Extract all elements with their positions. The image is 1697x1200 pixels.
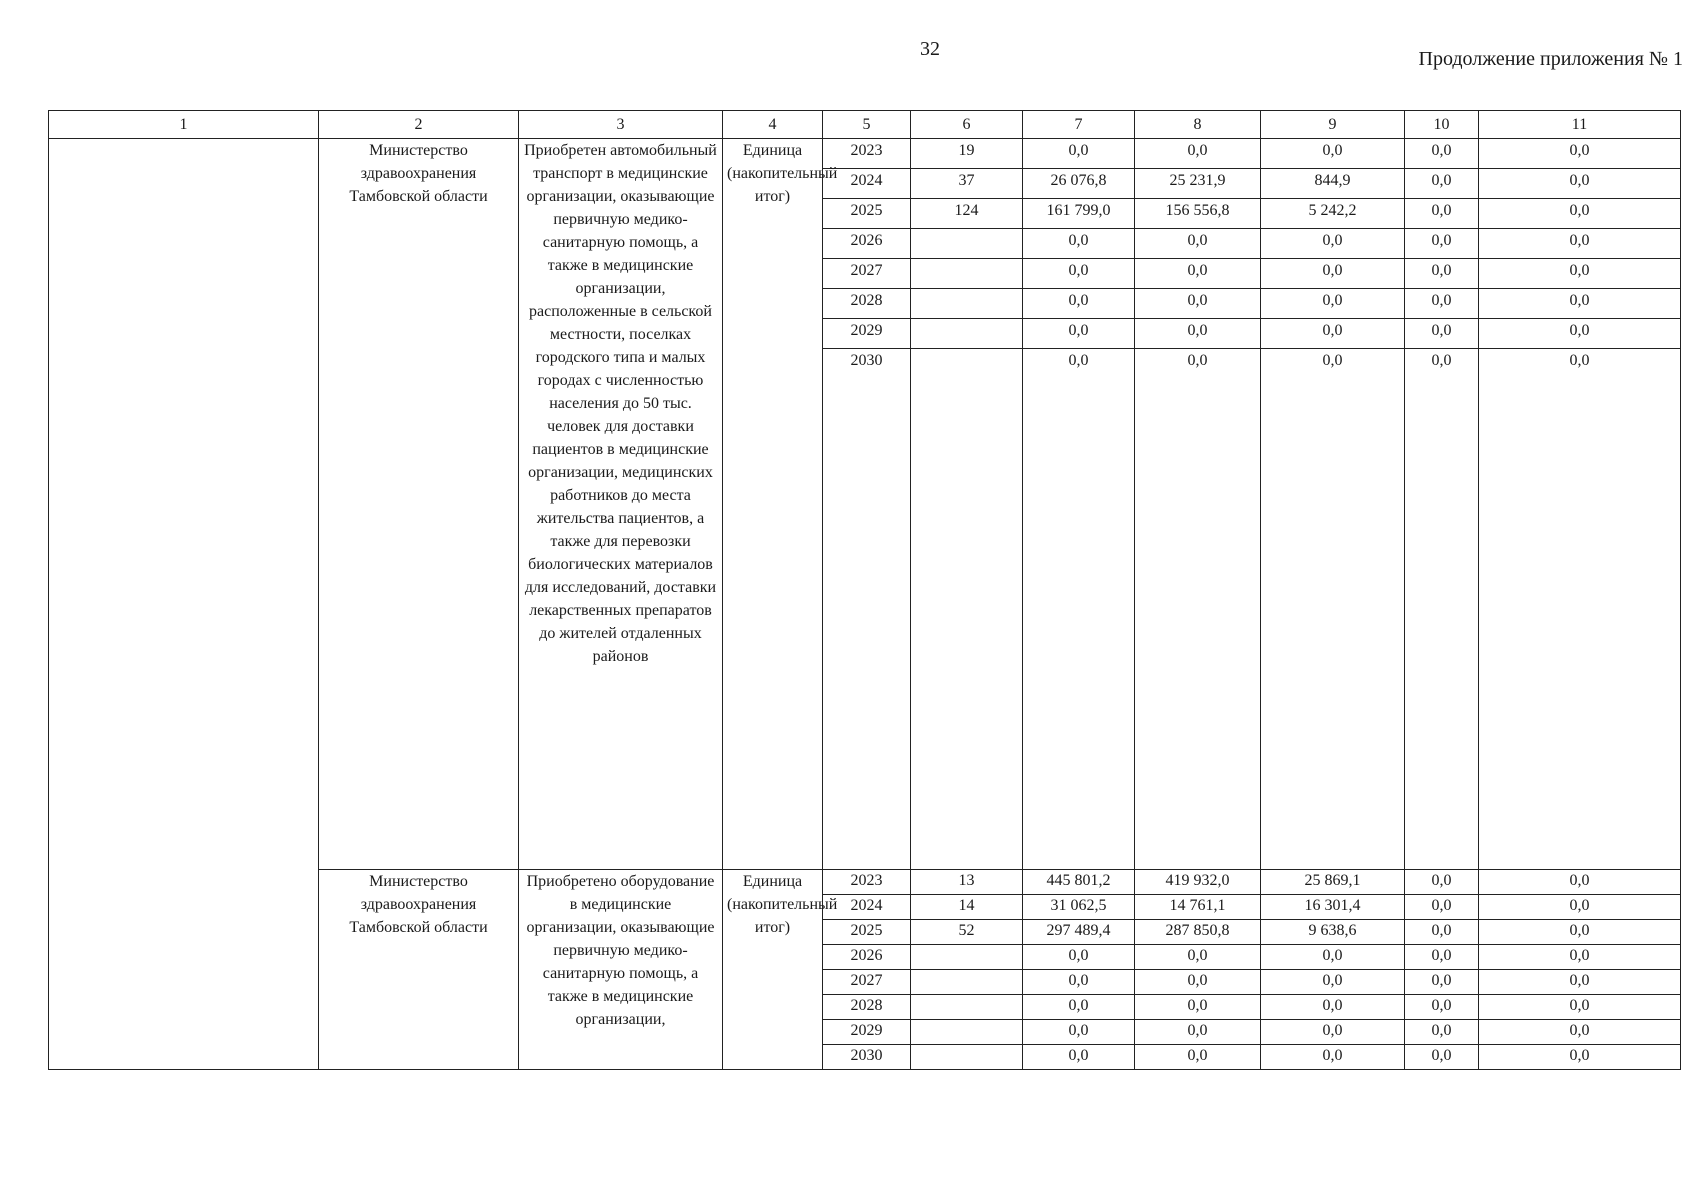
value-cell: 0,0 xyxy=(1479,1045,1681,1070)
value-cell: 26 076,8 xyxy=(1023,169,1135,199)
column-number-row xyxy=(49,111,1681,139)
value-cell: 0,0 xyxy=(1135,289,1261,319)
value-cell: 16 301,4 xyxy=(1261,895,1405,920)
result-description: Приобретен автомобильный транспорт в медицинские организации, оказывающие первичную медико-санитарную помощь, а также в медицинские организации, расположенные в сельской местности, поселках городского типа и малых городах с численностью населения до 50 тыс. человек для доставки пациентов в медицинские организации, медицинских работников до места жительства пациентов, а также для перевозки биологических материалов для исследований, доставки лекарственных препаратов до жителей отдаленных районов xyxy=(519,139,723,870)
value-cell: 0,0 xyxy=(1405,920,1479,945)
year-cell: 2029 xyxy=(823,319,911,349)
value-cell xyxy=(911,1020,1023,1045)
value-cell: 0,0 xyxy=(1405,229,1479,259)
column-header: 11 xyxy=(1479,111,1681,139)
value-cell: 297 489,4 xyxy=(1023,920,1135,945)
year-cell: 2027 xyxy=(823,970,911,995)
value-cell: 0,0 xyxy=(1261,289,1405,319)
value-cell: 0,0 xyxy=(1479,920,1681,945)
unit-of-measure: Единица (накопительный итог) xyxy=(723,870,823,1070)
value-cell: 0,0 xyxy=(1405,169,1479,199)
unit-of-measure: Единица (накопительный итог) xyxy=(723,139,823,870)
value-cell: 0,0 xyxy=(1261,349,1405,870)
value-cell: 5 242,2 xyxy=(1261,199,1405,229)
value-cell: 0,0 xyxy=(1479,895,1681,920)
year-cell: 2030 xyxy=(823,1045,911,1070)
column-header: 8 xyxy=(1135,111,1261,139)
value-cell: 0,0 xyxy=(1261,259,1405,289)
column-header: 7 xyxy=(1023,111,1135,139)
value-cell xyxy=(911,289,1023,319)
appendix-continuation-note: Продолжение приложения № 1 xyxy=(1418,48,1683,70)
year-cell: 2025 xyxy=(823,199,911,229)
value-cell xyxy=(911,229,1023,259)
column-header: 9 xyxy=(1261,111,1405,139)
value-cell: 0,0 xyxy=(1261,995,1405,1020)
value-cell: 0,0 xyxy=(1261,945,1405,970)
value-cell: 0,0 xyxy=(1135,139,1261,169)
value-cell: 0,0 xyxy=(1135,1020,1261,1045)
value-cell: 0,0 xyxy=(1261,229,1405,259)
value-cell: 0,0 xyxy=(1135,259,1261,289)
value-cell: 0,0 xyxy=(1405,970,1479,995)
column-header: 10 xyxy=(1405,111,1479,139)
value-cell xyxy=(911,995,1023,1020)
value-cell: 156 556,8 xyxy=(1135,199,1261,229)
value-cell: 0,0 xyxy=(1023,995,1135,1020)
value-cell: 0,0 xyxy=(1405,289,1479,319)
responsible-org: Министерство здравоохранения Тамбовской области xyxy=(319,870,519,1070)
value-cell: 0,0 xyxy=(1023,1020,1135,1045)
value-cell: 0,0 xyxy=(1023,319,1135,349)
value-cell xyxy=(911,319,1023,349)
value-cell: 9 638,6 xyxy=(1261,920,1405,945)
value-cell: 0,0 xyxy=(1023,349,1135,870)
value-cell: 0,0 xyxy=(1023,139,1135,169)
value-cell xyxy=(911,259,1023,289)
value-cell: 25 231,9 xyxy=(1135,169,1261,199)
value-cell: 0,0 xyxy=(1023,970,1135,995)
value-cell: 0,0 xyxy=(1135,970,1261,995)
table-row xyxy=(49,139,1681,169)
value-cell: 0,0 xyxy=(1479,870,1681,895)
value-cell: 0,0 xyxy=(1479,259,1681,289)
value-cell: 0,0 xyxy=(1405,870,1479,895)
value-cell: 0,0 xyxy=(1479,229,1681,259)
value-cell: 161 799,0 xyxy=(1023,199,1135,229)
value-cell: 14 761,1 xyxy=(1135,895,1261,920)
value-cell: 52 xyxy=(911,920,1023,945)
value-cell: 0,0 xyxy=(1023,229,1135,259)
value-cell: 287 850,8 xyxy=(1135,920,1261,945)
value-cell: 0,0 xyxy=(1261,139,1405,169)
year-cell: 2023 xyxy=(823,139,911,169)
value-cell: 0,0 xyxy=(1479,139,1681,169)
value-cell: 445 801,2 xyxy=(1023,870,1135,895)
value-cell: 0,0 xyxy=(1479,289,1681,319)
value-cell xyxy=(911,945,1023,970)
year-cell: 2026 xyxy=(823,229,911,259)
year-cell: 2028 xyxy=(823,995,911,1020)
value-cell xyxy=(911,970,1023,995)
value-cell xyxy=(911,349,1023,870)
value-cell: 0,0 xyxy=(1261,1045,1405,1070)
responsible-org: Министерство здравоохранения Тамбовской области xyxy=(319,139,519,870)
column-header: 5 xyxy=(823,111,911,139)
value-cell: 13 xyxy=(911,870,1023,895)
value-cell: 0,0 xyxy=(1023,259,1135,289)
value-cell: 0,0 xyxy=(1479,319,1681,349)
result-description: Приобретено оборудование в медицинские организации, оказывающие первичную медико-санитарную помощь, а также в медицинские организации, xyxy=(519,870,723,1070)
value-cell: 0,0 xyxy=(1405,1020,1479,1045)
indicators-table xyxy=(48,110,1681,1070)
value-cell: 844,9 xyxy=(1261,169,1405,199)
value-cell: 0,0 xyxy=(1135,229,1261,259)
page-number: 32 xyxy=(920,38,940,60)
value-cell: 0,0 xyxy=(1479,945,1681,970)
value-cell: 0,0 xyxy=(1479,1020,1681,1045)
value-cell: 0,0 xyxy=(1405,319,1479,349)
value-cell: 419 932,0 xyxy=(1135,870,1261,895)
column-header: 2 xyxy=(319,111,519,139)
column-header: 6 xyxy=(911,111,1023,139)
year-cell: 2023 xyxy=(823,870,911,895)
value-cell: 0,0 xyxy=(1135,995,1261,1020)
column-header: 3 xyxy=(519,111,723,139)
value-cell: 0,0 xyxy=(1405,139,1479,169)
value-cell: 37 xyxy=(911,169,1023,199)
column-header: 4 xyxy=(723,111,823,139)
value-cell: 31 062,5 xyxy=(1023,895,1135,920)
value-cell: 0,0 xyxy=(1135,319,1261,349)
year-cell: 2024 xyxy=(823,169,911,199)
value-cell: 0,0 xyxy=(1261,1020,1405,1045)
value-cell: 0,0 xyxy=(1405,349,1479,870)
value-cell: 19 xyxy=(911,139,1023,169)
year-cell: 2028 xyxy=(823,289,911,319)
value-cell: 0,0 xyxy=(1479,349,1681,870)
column-header: 1 xyxy=(49,111,319,139)
value-cell: 14 xyxy=(911,895,1023,920)
year-cell: 2025 xyxy=(823,920,911,945)
value-cell: 0,0 xyxy=(1405,1045,1479,1070)
value-cell: 0,0 xyxy=(1405,995,1479,1020)
value-cell: 0,0 xyxy=(1405,945,1479,970)
blank-first-column xyxy=(49,139,319,1070)
value-cell: 0,0 xyxy=(1479,970,1681,995)
value-cell: 0,0 xyxy=(1261,319,1405,349)
value-cell: 0,0 xyxy=(1135,945,1261,970)
year-cell: 2024 xyxy=(823,895,911,920)
year-cell: 2026 xyxy=(823,945,911,970)
value-cell: 0,0 xyxy=(1479,169,1681,199)
year-cell: 2029 xyxy=(823,1020,911,1045)
value-cell: 124 xyxy=(911,199,1023,229)
value-cell: 0,0 xyxy=(1023,289,1135,319)
value-cell: 0,0 xyxy=(1405,199,1479,229)
value-cell: 0,0 xyxy=(1135,349,1261,870)
value-cell: 0,0 xyxy=(1405,895,1479,920)
value-cell: 0,0 xyxy=(1135,1045,1261,1070)
year-cell: 2030 xyxy=(823,349,911,870)
value-cell: 25 869,1 xyxy=(1261,870,1405,895)
value-cell: 0,0 xyxy=(1261,970,1405,995)
value-cell: 0,0 xyxy=(1479,995,1681,1020)
year-cell: 2027 xyxy=(823,259,911,289)
value-cell: 0,0 xyxy=(1023,945,1135,970)
value-cell: 0,0 xyxy=(1405,259,1479,289)
value-cell: 0,0 xyxy=(1023,1045,1135,1070)
value-cell xyxy=(911,1045,1023,1070)
value-cell: 0,0 xyxy=(1479,199,1681,229)
